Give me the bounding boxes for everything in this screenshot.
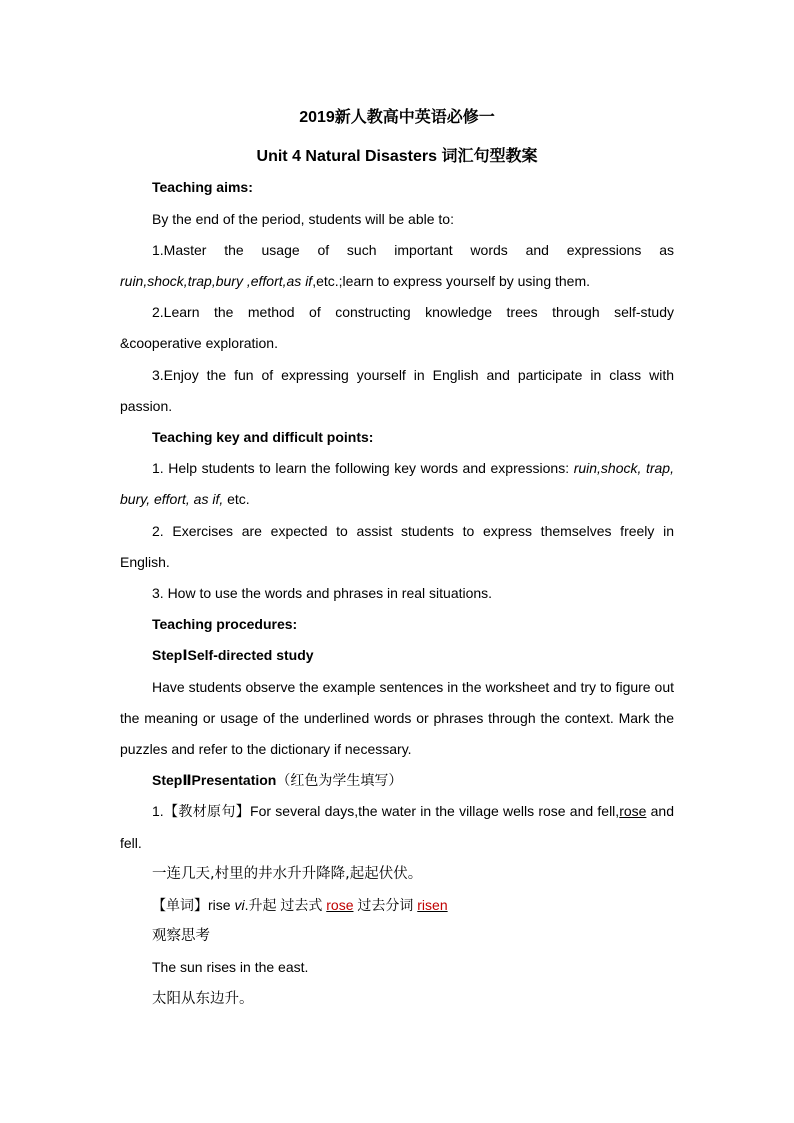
key-points-heading: Teaching key and difficult points: <box>152 429 374 446</box>
word-past-tense: rose <box>326 897 354 914</box>
key-point-3: 3. How to use the words and phrases in real situations. <box>152 585 493 602</box>
aim-3: 3.Enjoy the fun of expressing yourself in English and participate in class with passion. <box>120 366 674 414</box>
key-point-2: 2. Exercises are expected to assist students to express themselves freely in English. <box>120 522 674 570</box>
aims-intro: By the end of the period, students will be able to: <box>152 210 454 227</box>
word-pos: vi <box>234 897 245 914</box>
aim-2: 2.Learn the method of constructing knowledge trees through self-study &cooperative exploration. <box>120 304 674 352</box>
step-2-note: （红色为学生填写） <box>276 772 403 789</box>
word-pp-label: 过去分词 <box>353 897 418 914</box>
word-tag: 【单词】rise <box>152 897 235 914</box>
item-1-prefix: 1.【教材原句】For several days,the water in the village wells rose and fell, <box>152 803 620 820</box>
item-1-translation: 一连几天,村里的井水升升降降,起起伏伏。 <box>152 865 423 882</box>
word-past-participle: risen <box>417 897 448 914</box>
key-point-1 <box>120 453 674 515</box>
step-2-heading-line <box>120 765 674 796</box>
procedures-heading: Teaching procedures: <box>152 616 298 633</box>
item-1-suffix: and fell. <box>120 803 675 851</box>
key-point-1-text-a: 1. Help students to learn the following key words and expressions: <box>152 460 574 477</box>
word-meaning: .升起 过去式 <box>244 897 327 914</box>
item-1-underlined: rose <box>619 803 647 820</box>
observe-label: 观察思考 <box>152 928 210 945</box>
key-point-1-text-b: etc. <box>223 491 250 508</box>
example-sentence: The sun rises in the east. <box>152 959 309 976</box>
aim-1-text-b: ,etc.;learn to express yourself by using them. <box>312 273 591 290</box>
key-point-1-words: ruin,shock, trap, bury, effort, as if, <box>120 460 674 508</box>
document-title: 2019新人教高中英语必修一 <box>299 109 495 126</box>
step-1-text: Have students observe the example sentences in the worksheet and try to figure out the meaning or usage of the underlined words or phrases through the context. Mark the puzzles and refer to the dictionary if necessary. <box>120 678 674 758</box>
step-1-heading: StepⅠSelf-directed study <box>152 647 314 664</box>
example-translation: 太阳从东边升。 <box>152 990 254 1007</box>
document-body <box>120 102 674 1015</box>
aims-heading: Teaching aims: <box>152 179 253 196</box>
aim-1-words: ruin,shock,trap,bury ,effort,as if <box>120 273 313 290</box>
word-entry <box>120 890 674 921</box>
aim-1-text-a: 1.Master the usage of such important words and expressions as <box>152 241 674 258</box>
item-1-sentence <box>120 796 674 858</box>
document-subtitle: Unit 4 Natural Disasters 词汇句型教案 <box>256 148 538 166</box>
step-2-heading: StepⅡPresentation <box>152 772 277 789</box>
aim-1 <box>120 235 674 297</box>
